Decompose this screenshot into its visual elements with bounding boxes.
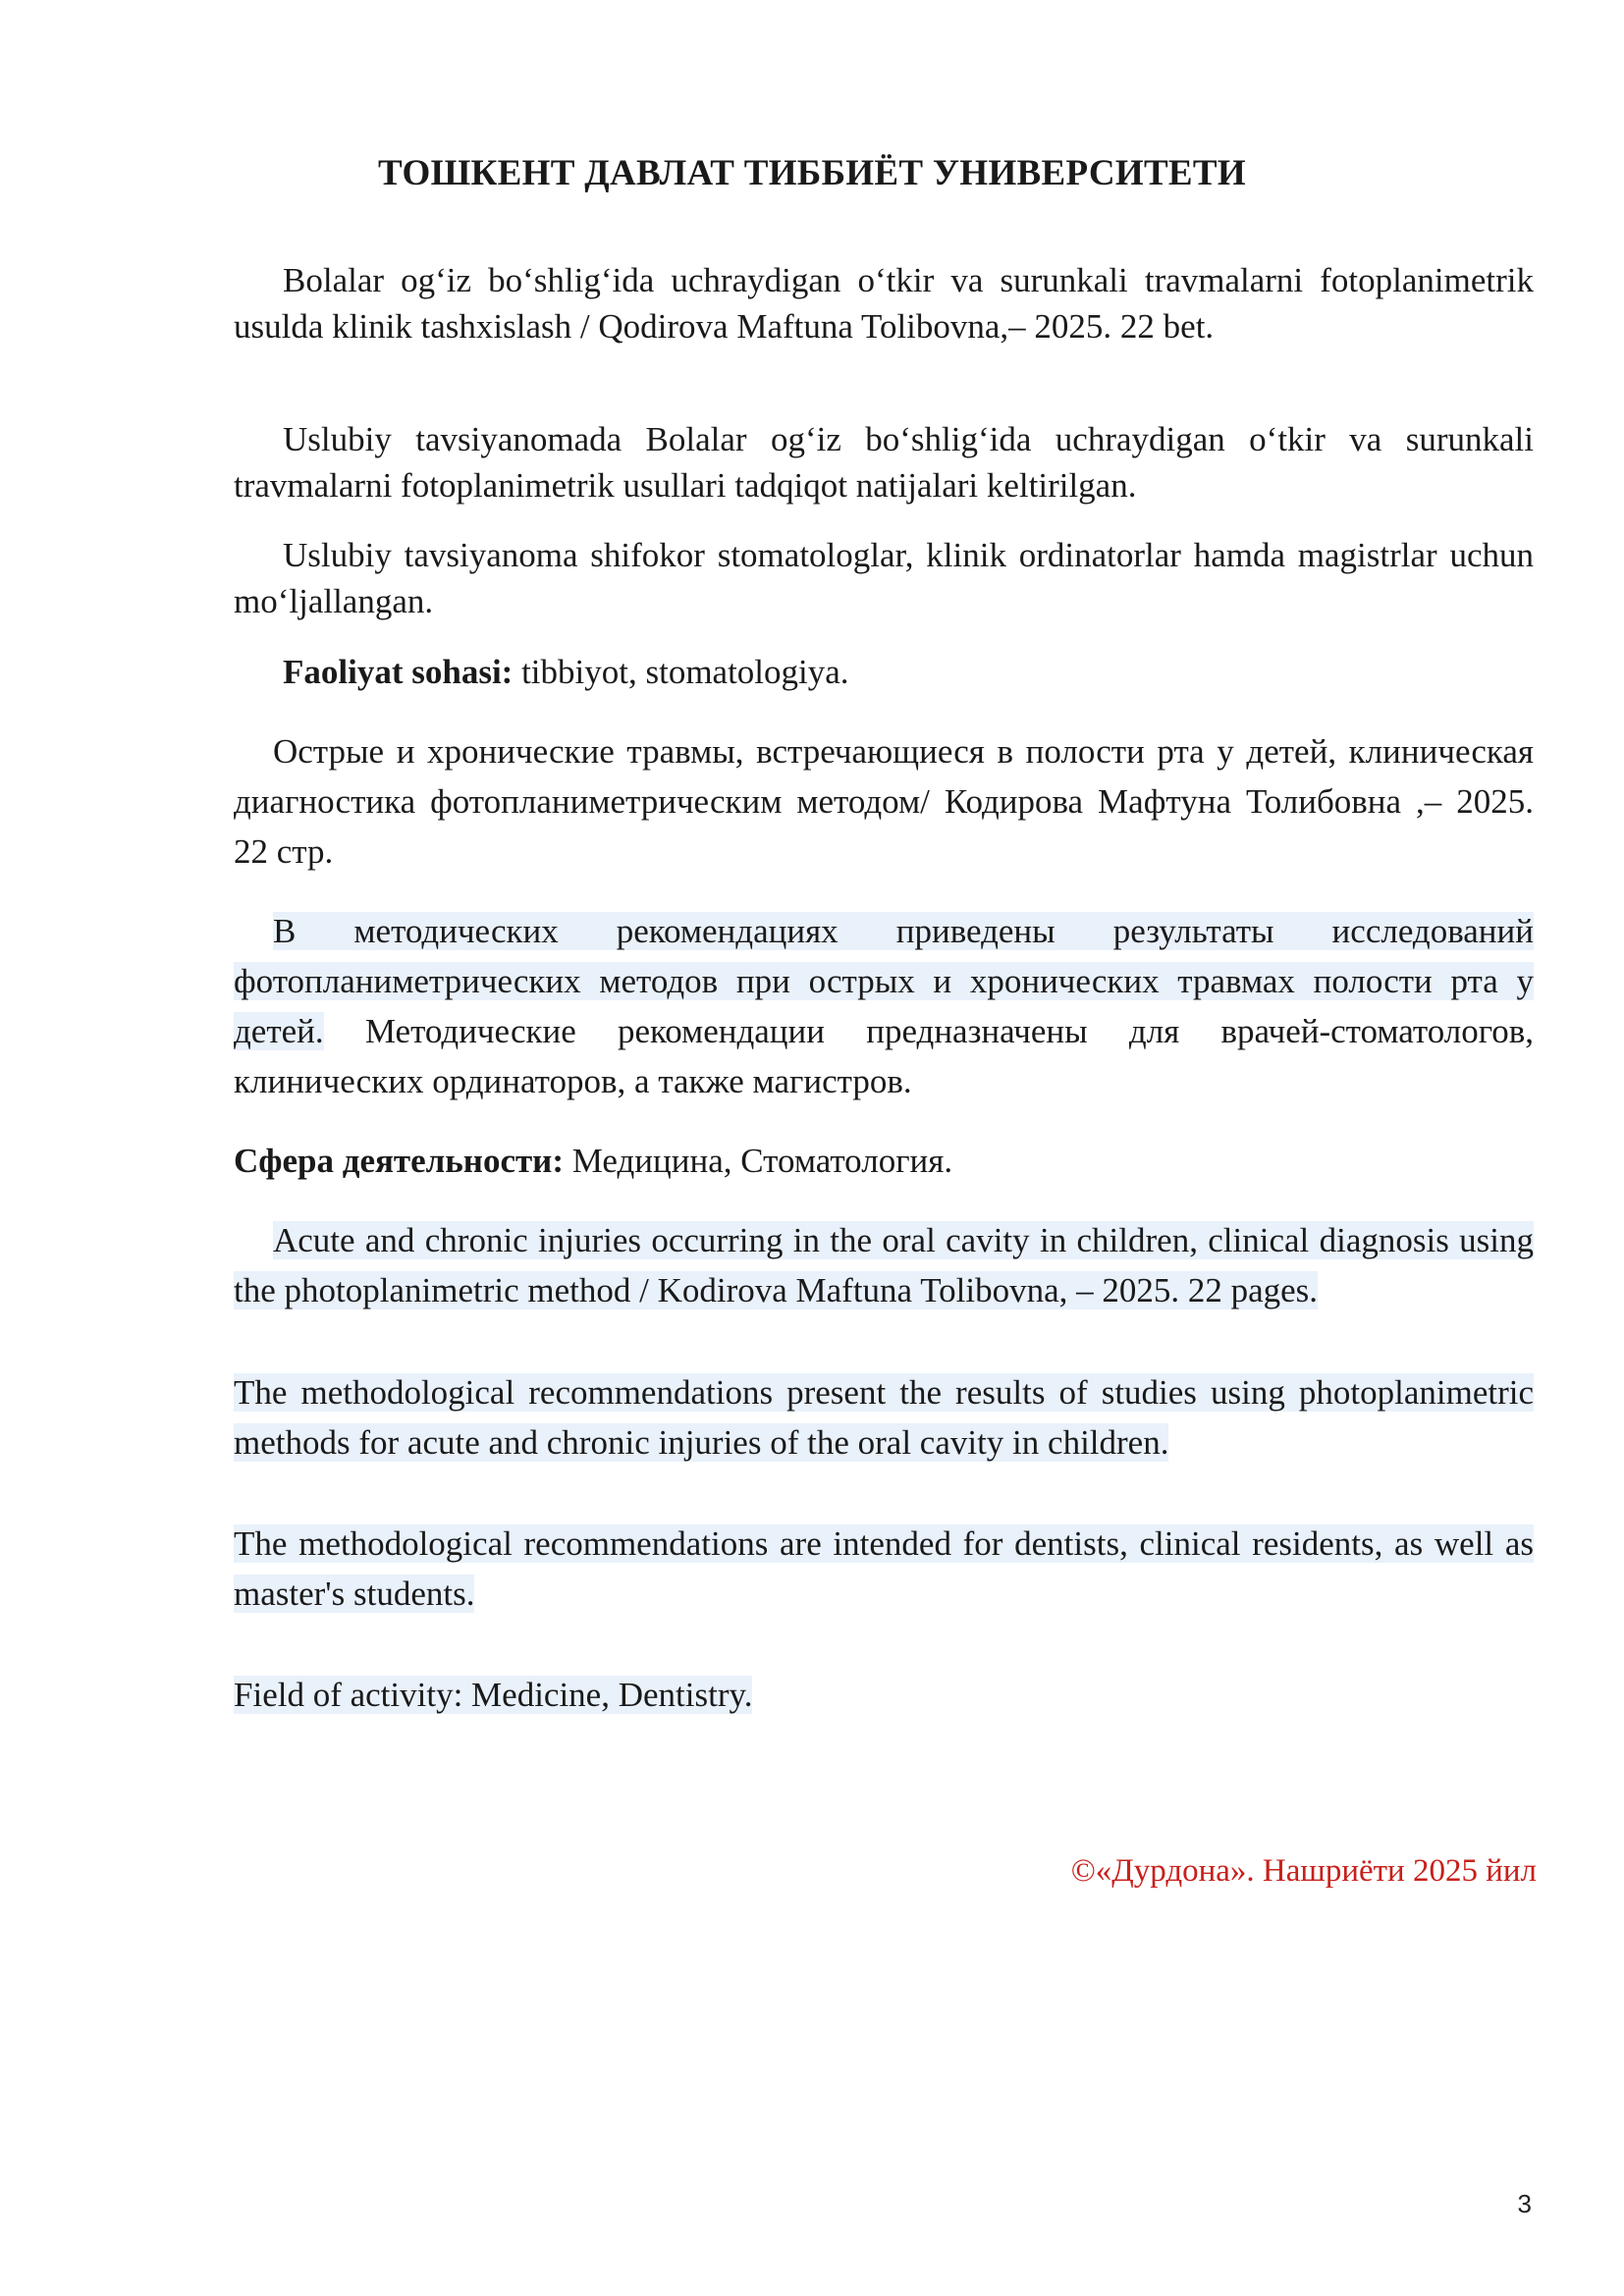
en-summary: The methodological recommendations present the results of studies using photoplanimetric methods for acute and chronic injuries of the oral cavity in children. <box>234 1373 1534 1462</box>
en-citation: Acute and chronic injuries occurring in the oral cavity in children, clinical diagnosis using the photoplanimetric method / Kodirova Maftuna Tolibovna, – 2025. 22 pages. <box>234 1221 1534 1309</box>
ru-field <box>234 1136 1534 1186</box>
ru-field-label: Сфера деятельности: <box>234 1142 565 1180</box>
university-title: ТОШКЕНТ ДАВЛАТ ТИББИЁТ УНИВЕРСИТЕТИ <box>378 153 1246 193</box>
en-citation-paragraph <box>234 1215 1534 1315</box>
ru-citation: Острые и хронические травмы, встречающиеся в полости рта у детей, клиническая диагностика фотопланиметрическим методом/ Кодирова Мафтуна Толибовна ,– 2025. 22 стр. <box>234 732 1534 871</box>
ru-summary-paragraph <box>234 906 1534 1106</box>
uz-summary: Uslubiy tavsiyanomada Bolalar og‘iz bo‘shlig‘ida uchraydigan o‘tkir va surunkali travmalarni fotoplanimetrik usullari tadqiqot natijalari keltirilgan. <box>234 420 1534 505</box>
uz-field <box>234 649 1534 695</box>
en-summary-paragraph <box>234 1367 1534 1468</box>
uz-field-label: Faoliyat sohasi: <box>283 653 514 691</box>
en-audience-paragraph <box>234 1519 1534 1619</box>
uz-field-value: tibbiyot, stomatologiya. <box>513 653 849 691</box>
page-number: 3 <box>1517 2189 1532 2218</box>
en-field: Field of activity: Medicine, Dentistry. <box>234 1676 753 1714</box>
uz-citation: Bolalar og‘iz bo‘shlig‘ida uchraydigan o‘tkir va surunkali travmalarni fotoplanimetrik usulda klinik tashxislash / Qodirova Maftuna Tolibovna,– 2025. 22 bet. <box>234 261 1534 346</box>
publisher-copyright: ©«Дурдона». Нашриёти 2025 йил <box>1070 1853 1537 1889</box>
ru-field-value: Медицина, Стоматология. <box>564 1142 953 1180</box>
uz-audience: Uslubiy tavsiyanoma shifokor stomatologlar, klinik ordinatorlar hamda magistrlar uchun mo‘ljallangan. <box>234 536 1534 620</box>
ru-summary: В методических рекомендациях приведены результаты исследований фотопланиметрических методов при острых и хронических травмах полости рта у детей. <box>234 912 1534 1050</box>
en-field-paragraph <box>234 1670 1534 1720</box>
ru-audience: Методические рекомендации предназначены для врачей-стоматологов, клинических ординаторов, а также магистров. <box>234 1012 1534 1100</box>
en-audience: The methodological recommendations are intended for dentists, clinical residents, as well as master's students. <box>234 1524 1534 1613</box>
